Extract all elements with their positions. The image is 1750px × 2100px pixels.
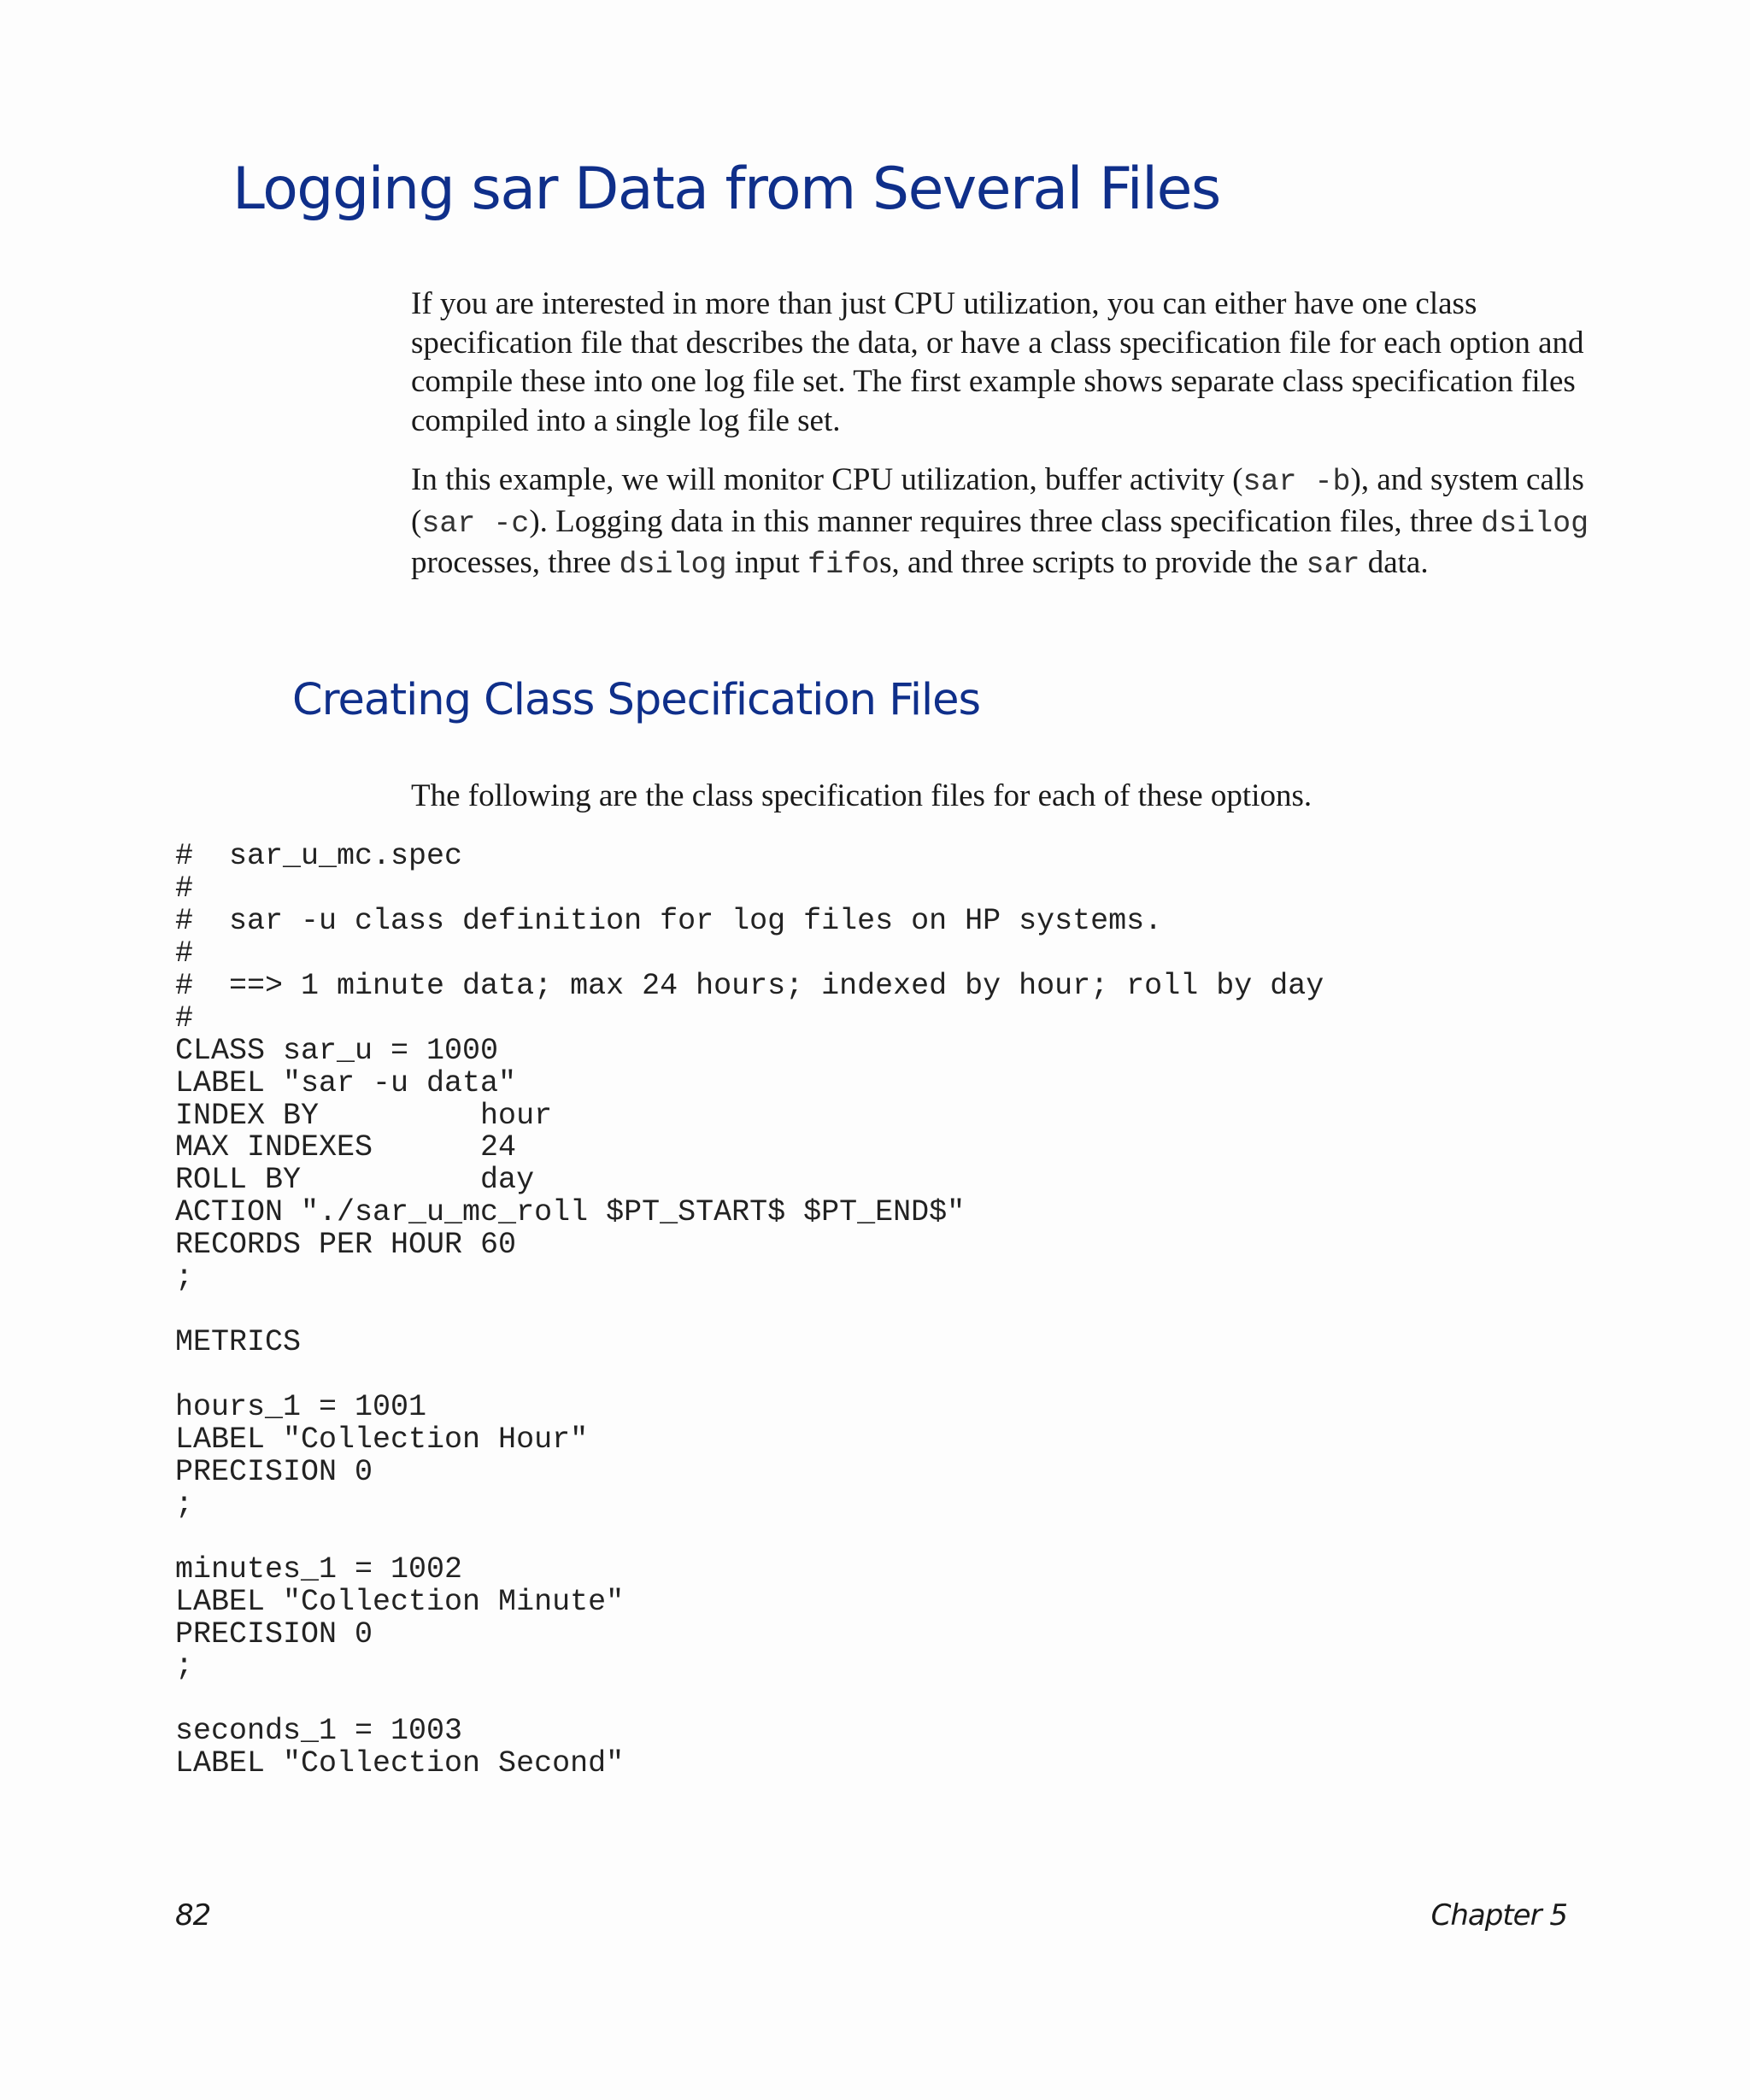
inline-code-dsilog: dsilog bbox=[1481, 506, 1589, 541]
inline-code-sar-b: sar -b bbox=[1242, 465, 1351, 499]
code-line: ACTION "./sar_u_mc_roll $PT_START$ $PT_END$" bbox=[175, 1195, 966, 1230]
code-line: # sar_u_mc.spec bbox=[175, 839, 463, 873]
code-line: INDEX BY hour bbox=[175, 1098, 553, 1133]
code-line: # bbox=[175, 871, 194, 906]
code-line bbox=[175, 1294, 1324, 1327]
code-line: LABEL "Collection Minute" bbox=[175, 1584, 625, 1619]
code-line: # bbox=[175, 1000, 194, 1035]
code-line: CLASS sar_u = 1000 bbox=[175, 1033, 499, 1068]
code-listing bbox=[175, 841, 1324, 1780]
example-text-5: input bbox=[726, 545, 808, 580]
code-line: ; bbox=[175, 1487, 194, 1522]
inline-code-dsilog-input: dsilog bbox=[619, 548, 727, 582]
code-line: ; bbox=[175, 1260, 194, 1295]
code-line: PRECISION 0 bbox=[175, 1616, 373, 1651]
code-line: # ==> 1 minute data; max 24 hours; indexed by hour; roll by day bbox=[175, 968, 1324, 1003]
section-heading: Creating Class Specification Files bbox=[292, 675, 981, 725]
code-line: hours_1 = 1001 bbox=[175, 1389, 427, 1424]
page-number: 82 bbox=[175, 1898, 211, 1933]
chapter-label: Chapter 5 bbox=[1430, 1898, 1567, 1933]
example-text-6: s, and three scripts to provide the bbox=[879, 545, 1307, 580]
code-line: MAX INDEXES 24 bbox=[175, 1130, 517, 1165]
code-line: ; bbox=[175, 1649, 194, 1684]
inline-code-sar: sar bbox=[1306, 548, 1360, 582]
code-line: # bbox=[175, 936, 194, 971]
intro-paragraph: If you are interested in more than just CPU utilization, you can either have one class specification file that describes the data, or have a class specification file for each option and compile these into one log file set. The first example shows separate class specification files compiled into a single log file set. bbox=[411, 286, 1584, 438]
code-line: LABEL "Collection Hour" bbox=[175, 1422, 589, 1457]
code-line bbox=[175, 1683, 1324, 1716]
code-line: LABEL "Collection Second" bbox=[175, 1746, 625, 1781]
code-line: RECORDS PER HOUR 60 bbox=[175, 1228, 517, 1263]
code-line: LABEL "sar -u data" bbox=[175, 1065, 517, 1100]
section-intro-paragraph: The following are the class specification files for each of these options. bbox=[411, 778, 1312, 813]
code-line: # sar -u class definition for log files on HP systems. bbox=[175, 903, 1163, 938]
inline-code-sar-c: sar -c bbox=[421, 506, 530, 541]
page-title: Logging sar Data from Several Files bbox=[232, 155, 1220, 223]
code-line: METRICS bbox=[175, 1325, 302, 1360]
code-line bbox=[175, 1359, 1324, 1392]
code-line: PRECISION 0 bbox=[175, 1454, 373, 1489]
example-paragraph bbox=[411, 460, 1607, 585]
example-text-7: data. bbox=[1359, 545, 1429, 580]
example-text-3: ). Logging data in this manner requires three class specification files, three bbox=[529, 503, 1482, 539]
code-line: seconds_1 = 1003 bbox=[175, 1714, 463, 1749]
code-line bbox=[175, 1522, 1324, 1554]
example-text-2: ), and system calls ( bbox=[411, 462, 1584, 539]
code-line: ROLL BY day bbox=[175, 1163, 535, 1198]
inline-code-fifo: fifo bbox=[807, 548, 880, 582]
example-text-1: In this example, we will monitor CPU utilization, buffer activity ( bbox=[411, 462, 1243, 497]
code-line: minutes_1 = 1002 bbox=[175, 1552, 463, 1587]
example-text-4: processes, three bbox=[411, 545, 620, 580]
